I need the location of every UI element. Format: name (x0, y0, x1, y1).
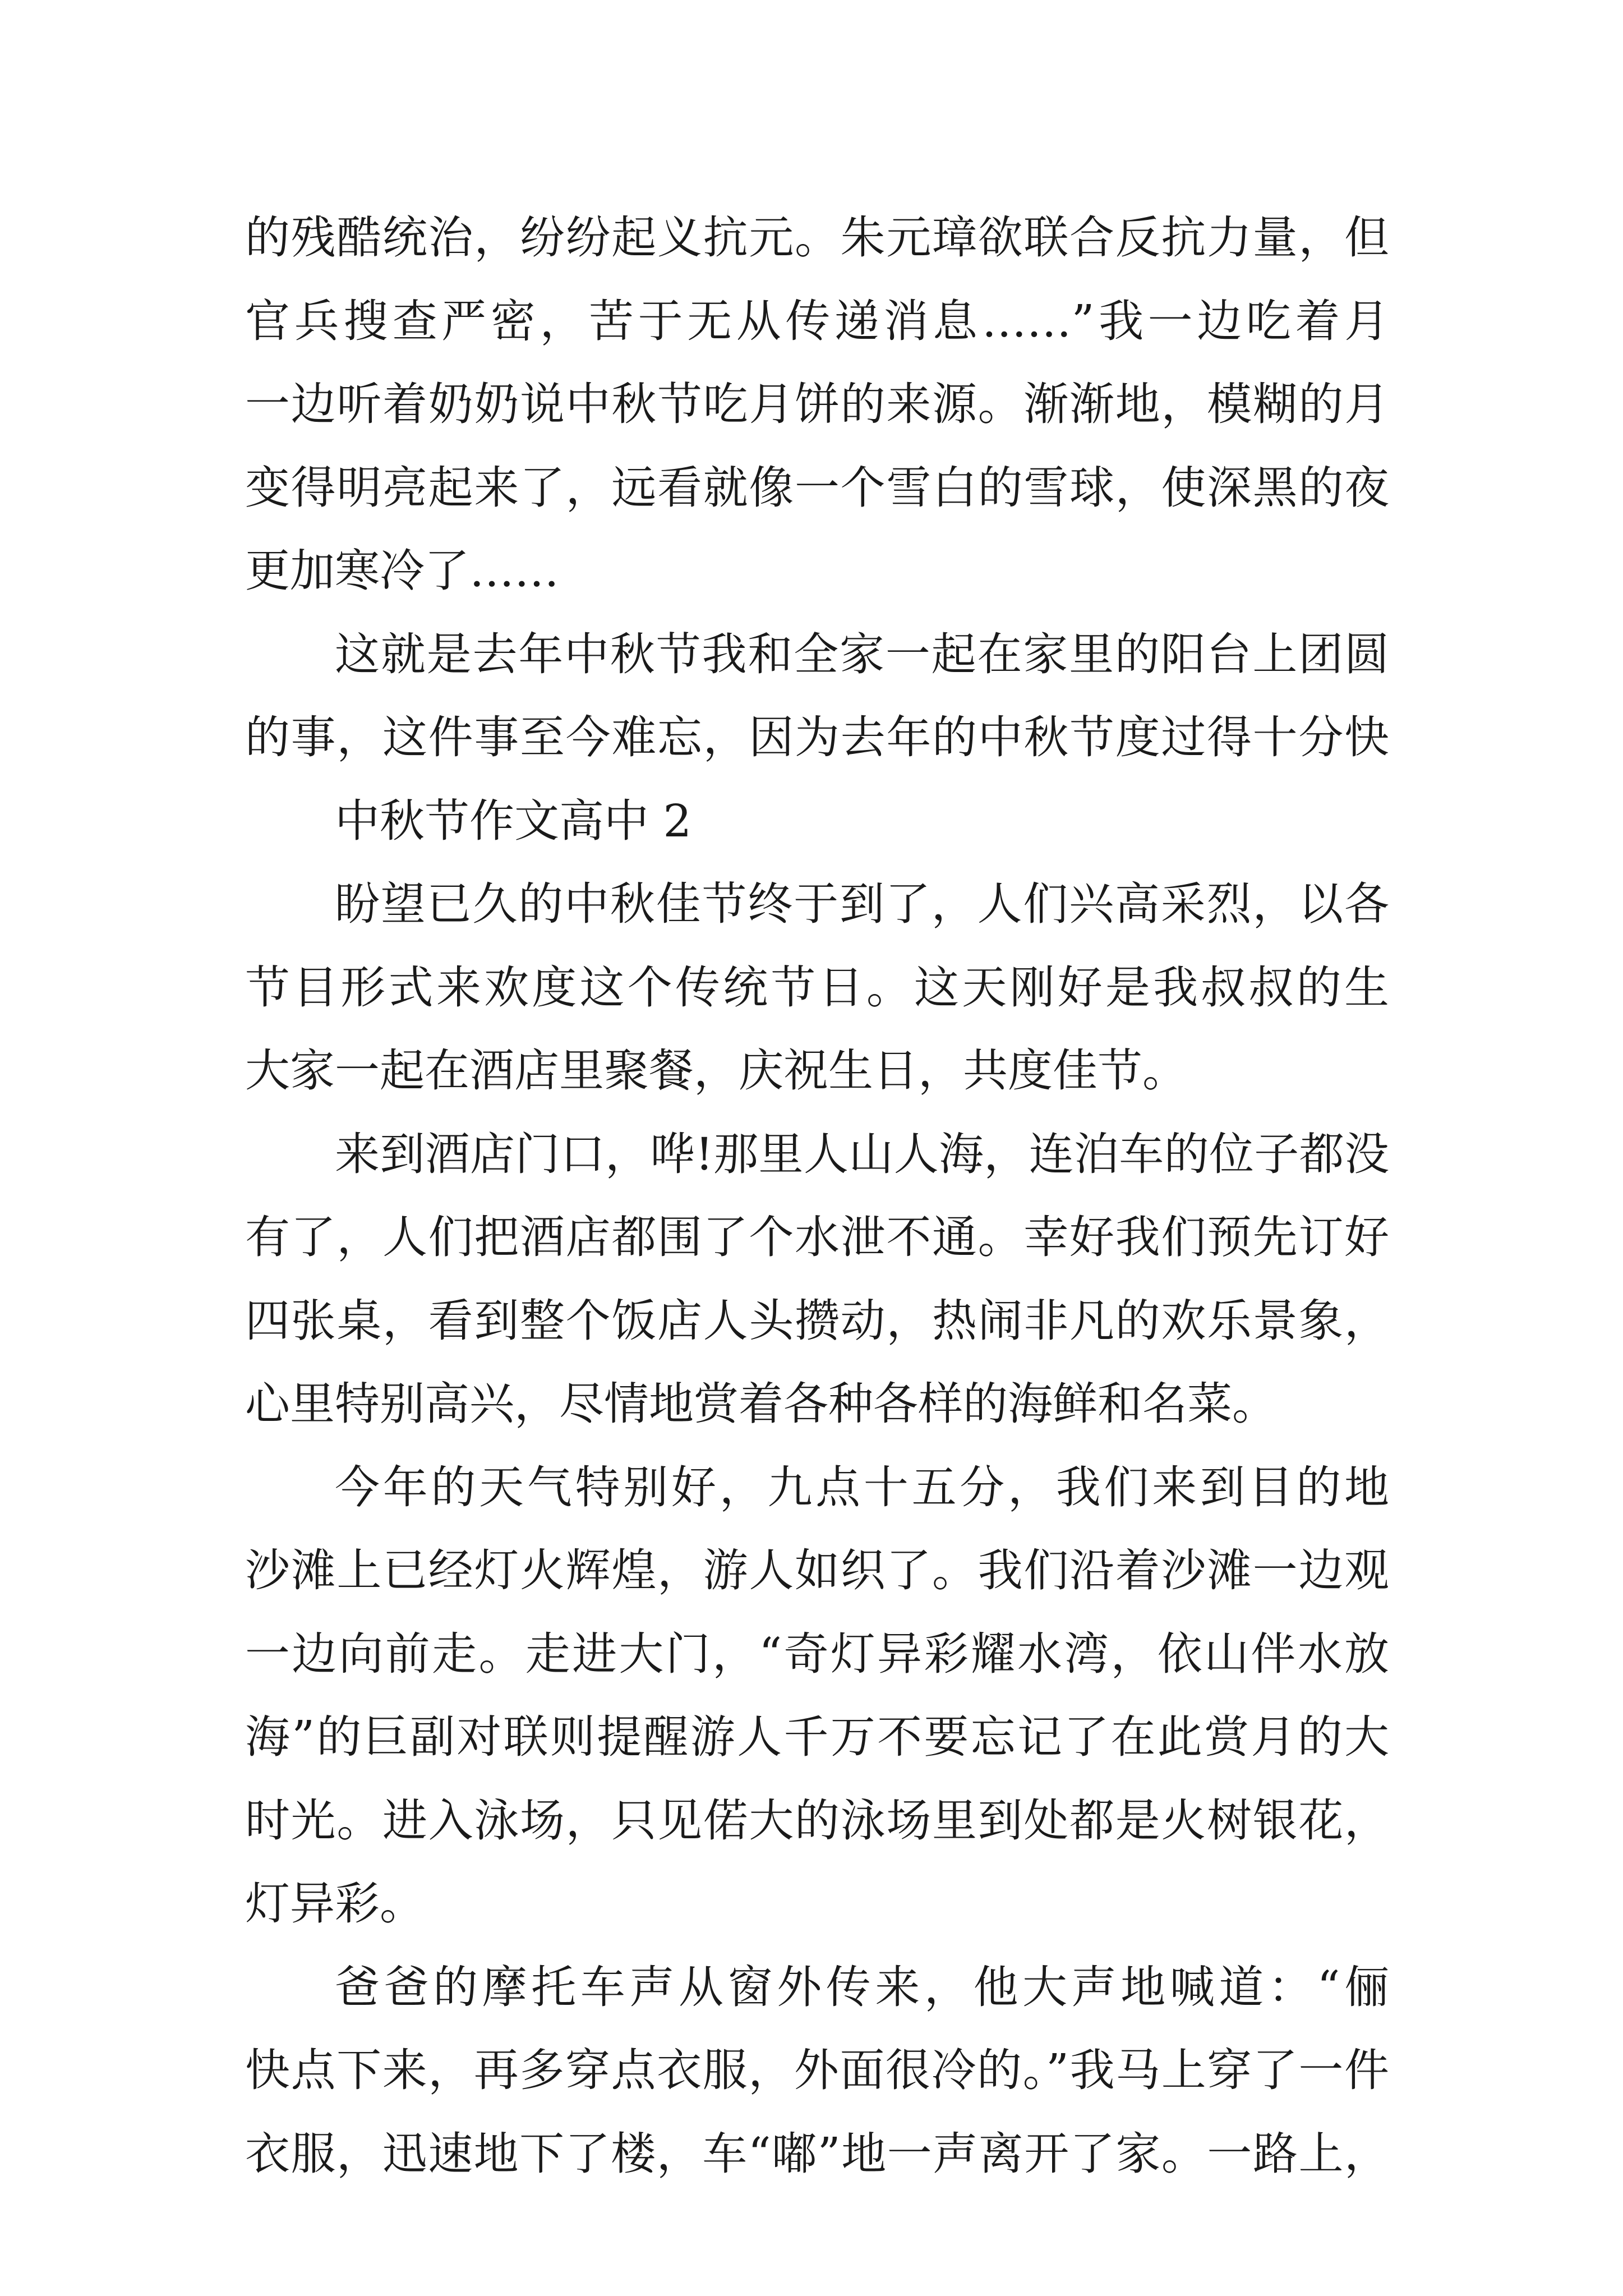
text-line: 变得明亮起来了，远看就像一个雪白的雪球，使深黑的夜 (245, 461, 1389, 514)
document-body (245, 196, 1389, 2196)
text-line: 这就是去年中秋节我和全家一起在家里的阳台上团圆 (335, 628, 1389, 680)
text-line: 一边向前走。走进大门，“奇灯异彩耀水湾，依山伴水放 (245, 1627, 1389, 1680)
text-line: 来到酒店门口，哗!那里人山人海，连泊车的位子都没 (335, 1128, 1389, 1180)
text-line: 官兵搜查严密，苦于无从传递消息……”我一边吃着月 (245, 295, 1389, 347)
text-line: 节目形式来欢度这个传统节日。这天刚好是我叔叔的生 (245, 961, 1389, 1014)
text-line: 一边听着奶奶说中秋节吃月饼的来源。渐渐地，模糊的月 (245, 378, 1389, 430)
text-line: 大家一起在酒店里聚餐，庆祝生日，共度佳节。 (245, 1045, 1187, 1097)
text-line: 有了，人们把酒店都围了个水泄不通。幸好我们预先订好 (245, 1211, 1389, 1263)
text-line: 的事，这件事至今难忘，因为去年的中秋节度过得十分快 (245, 711, 1389, 763)
text-line: 海”的巨副对联则提醒游人千万不要忘记了在此赏月的大 (245, 1711, 1389, 1763)
text-line: 沙滩上已经灯火辉煌，游人如织了。我们沿着沙滩一边观 (245, 1544, 1389, 1596)
text-line: 心里特别高兴，尽情地赏着各种各样的海鲜和名菜。 (245, 1378, 1277, 1430)
text-line: 盼望已久的中秋佳节终于到了，人们兴高采烈，以各 (335, 878, 1389, 930)
text-line: 中秋节作文高中 2 (335, 794, 692, 847)
text-line: 今年的天气特别好，九点十五分，我们来到目的地 (335, 1461, 1389, 1513)
text-line: 灯异彩。 (245, 1878, 425, 1930)
text-line: 衣服，迅速地下了楼，车“嘟”地一声离开了家。一路上， (245, 2127, 1389, 2180)
text-line: 时光。进入泳场，只见偌大的泳场里到处都是火树银花， (245, 1794, 1389, 1847)
text-line: 四张桌，看到整个饭店人头攒动，热闹非凡的欢乐景象， (245, 1294, 1389, 1347)
text-line: 更加寒冷了…… (245, 545, 559, 597)
text-line: 的残酷统治，纷纷起义抗元。朱元璋欲联合反抗力量，但 (245, 211, 1389, 264)
text-line: 快点下来，再多穿点衣服，外面很冷的。”我马上穿了一件 (245, 2044, 1389, 2096)
text-line: 爸爸的摩托车声从窗外传来，他大声地喊道：“俪 (335, 1961, 1389, 2013)
